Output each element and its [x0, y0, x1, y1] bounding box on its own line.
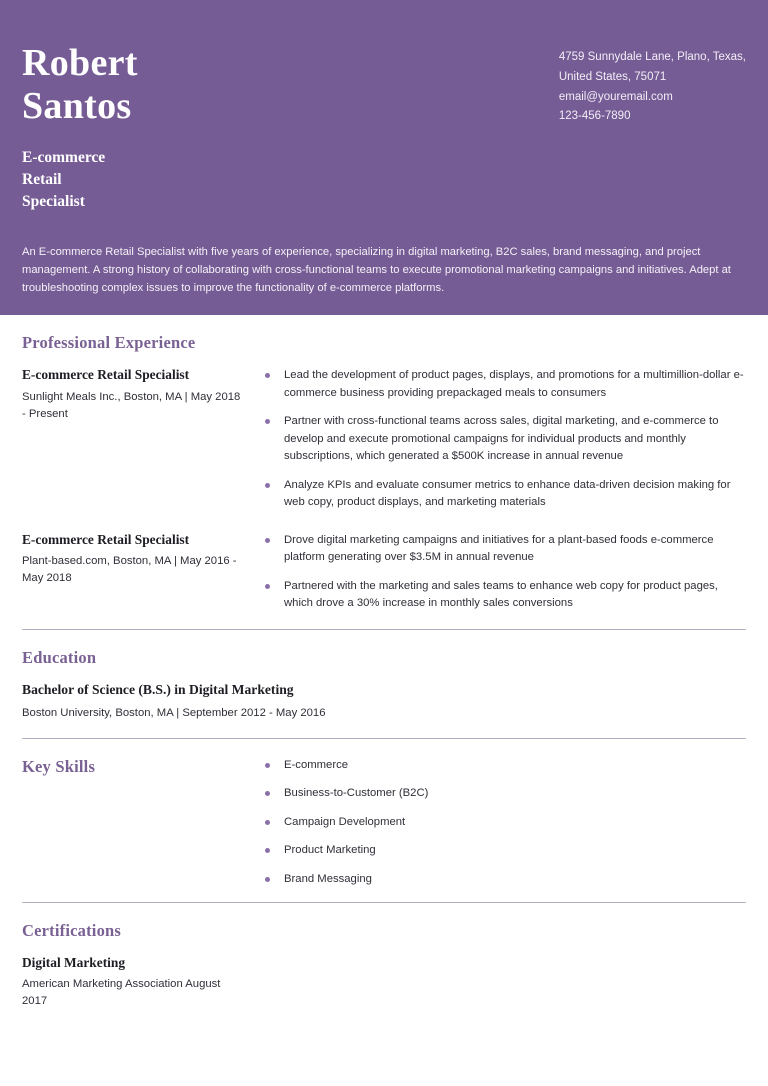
certification-title: Digital Marketing	[22, 955, 126, 971]
certification-entry	[22, 955, 746, 1010]
section-certifications	[22, 902, 746, 1020]
bullet-dot-icon	[265, 483, 270, 488]
summary-text: An E-commerce Retail Specialist with five years of experience, specializing in digital marketing, B2C sales, brand messaging, and project management. A strong history of collaborating with cross-functional teams to execute promotional marketing campaigns and initiatives. Adept at troubleshooting complex issues to improve the functionality of e-commerce platforms.	[22, 245, 731, 294]
skill-label: Brand Messaging	[284, 872, 372, 885]
bullet-dot-icon	[265, 763, 270, 768]
contact-lines	[559, 48, 746, 127]
experience-entry	[22, 532, 746, 613]
heading-education: Education	[22, 647, 97, 667]
bullet-dot-icon	[265, 877, 270, 882]
education-degree: Bachelor of Science (B.S.) in Digital Marketing	[22, 681, 294, 697]
experience-bullet-list	[262, 367, 746, 512]
bullet-dot-icon	[265, 419, 270, 424]
skills-left	[22, 739, 256, 791]
candidate-name	[22, 42, 139, 129]
header-top-row	[22, 42, 746, 213]
experience-entry	[22, 367, 746, 512]
contact-email[interactable]: email@youremail.com	[558, 90, 673, 103]
bullet-dot-icon	[265, 820, 270, 825]
bullet-dot-icon	[265, 791, 270, 796]
skill-label: Product Marketing	[284, 844, 376, 857]
candidate-job-title	[22, 147, 139, 213]
experience-job-title: E-commerce Retail Specialist	[22, 531, 190, 547]
section-key-skills	[22, 738, 746, 903]
experience-entry-left	[22, 367, 256, 423]
skill-label: Business-to-Customer (B2C)	[284, 787, 429, 800]
resume-header	[0, 0, 768, 315]
job-title-line-1: E-commerce Retail	[22, 148, 106, 188]
resume-body	[0, 315, 768, 1020]
skills-list	[262, 739, 746, 889]
bullet-dot-icon	[265, 538, 270, 543]
list-item	[262, 413, 746, 466]
professional-summary	[22, 243, 746, 297]
experience-entry-right	[256, 367, 746, 512]
bullet-text: Drove digital marketing campaigns and initiatives for a plant-based foods e-commerce platform generating over $3.5M in annual revenue	[284, 533, 714, 564]
bullet-text: Lead the development of product pages, displays, and promotions for a multimillion-dollar e-commerce business providing prepackaged meals to consumers	[284, 369, 744, 399]
header-identity	[22, 42, 139, 213]
section-education	[22, 629, 746, 738]
certification-issuer-date: American Marketing Association August 2017	[22, 978, 221, 1008]
bullet-text: Analyze KPIs and evaluate consumer metrics to enhance data-driven decision making for web copy, product displays, and marketing materials	[284, 478, 731, 509]
experience-company-dates: Sunlight Meals Inc., Boston, MA | May 2018 - Present	[22, 390, 241, 420]
job-title-line-2: Specialist	[22, 192, 85, 210]
list-item	[262, 367, 746, 402]
skill-label: Campaign Development	[284, 815, 406, 828]
bullet-text: Partnered with the marketing and sales teams to enhance web copy for product pages, which drove a 30% increase in monthly sales conversions	[284, 579, 718, 610]
heading-professional-experience: Professional Experience	[22, 333, 196, 353]
contact-address-line-2: United States, 75071	[558, 70, 667, 83]
section-professional-experience	[22, 315, 746, 629]
contact-address-line-1: 4759 Sunnydale Lane, Plano, Texas,	[558, 51, 746, 63]
skills-right	[256, 739, 746, 889]
list-item	[262, 532, 746, 567]
education-school-dates: Boston University, Boston, MA | September 2012 - May 2016	[22, 706, 326, 719]
list-item	[262, 757, 746, 775]
list-item	[262, 842, 746, 860]
experience-bullet-list	[262, 532, 746, 613]
experience-job-title: E-commerce Retail Specialist	[22, 367, 190, 383]
education-entry	[22, 682, 746, 722]
name-line-last: Santos	[22, 85, 132, 128]
list-item	[262, 814, 746, 832]
experience-company-dates: Plant-based.com, Boston, MA | May 2016 - May 2018	[22, 555, 237, 585]
list-item	[262, 871, 746, 889]
skill-label: E-commerce	[284, 758, 349, 771]
contact-info	[139, 42, 746, 127]
skills-row	[22, 739, 746, 889]
name-line-first: Robert	[22, 42, 138, 84]
experience-entry-left	[22, 532, 256, 588]
bullet-dot-icon	[265, 848, 270, 853]
bullet-text: Partner with cross-functional teams across sales, digital marketing, and e-commerce to develop and execute promotional campaigns for individual products and monthly subscriptions, which generated a $500K increase in annual revenue	[284, 415, 719, 463]
contact-phone[interactable]: 123-456-7890	[558, 110, 631, 123]
list-item	[262, 578, 746, 613]
list-item	[262, 785, 746, 803]
bullet-dot-icon	[265, 584, 270, 589]
heading-key-skills: Key Skills	[22, 756, 96, 776]
list-item	[262, 477, 746, 512]
experience-entry-right	[256, 532, 746, 613]
heading-certifications: Certifications	[22, 921, 122, 941]
bullet-dot-icon	[265, 373, 270, 378]
